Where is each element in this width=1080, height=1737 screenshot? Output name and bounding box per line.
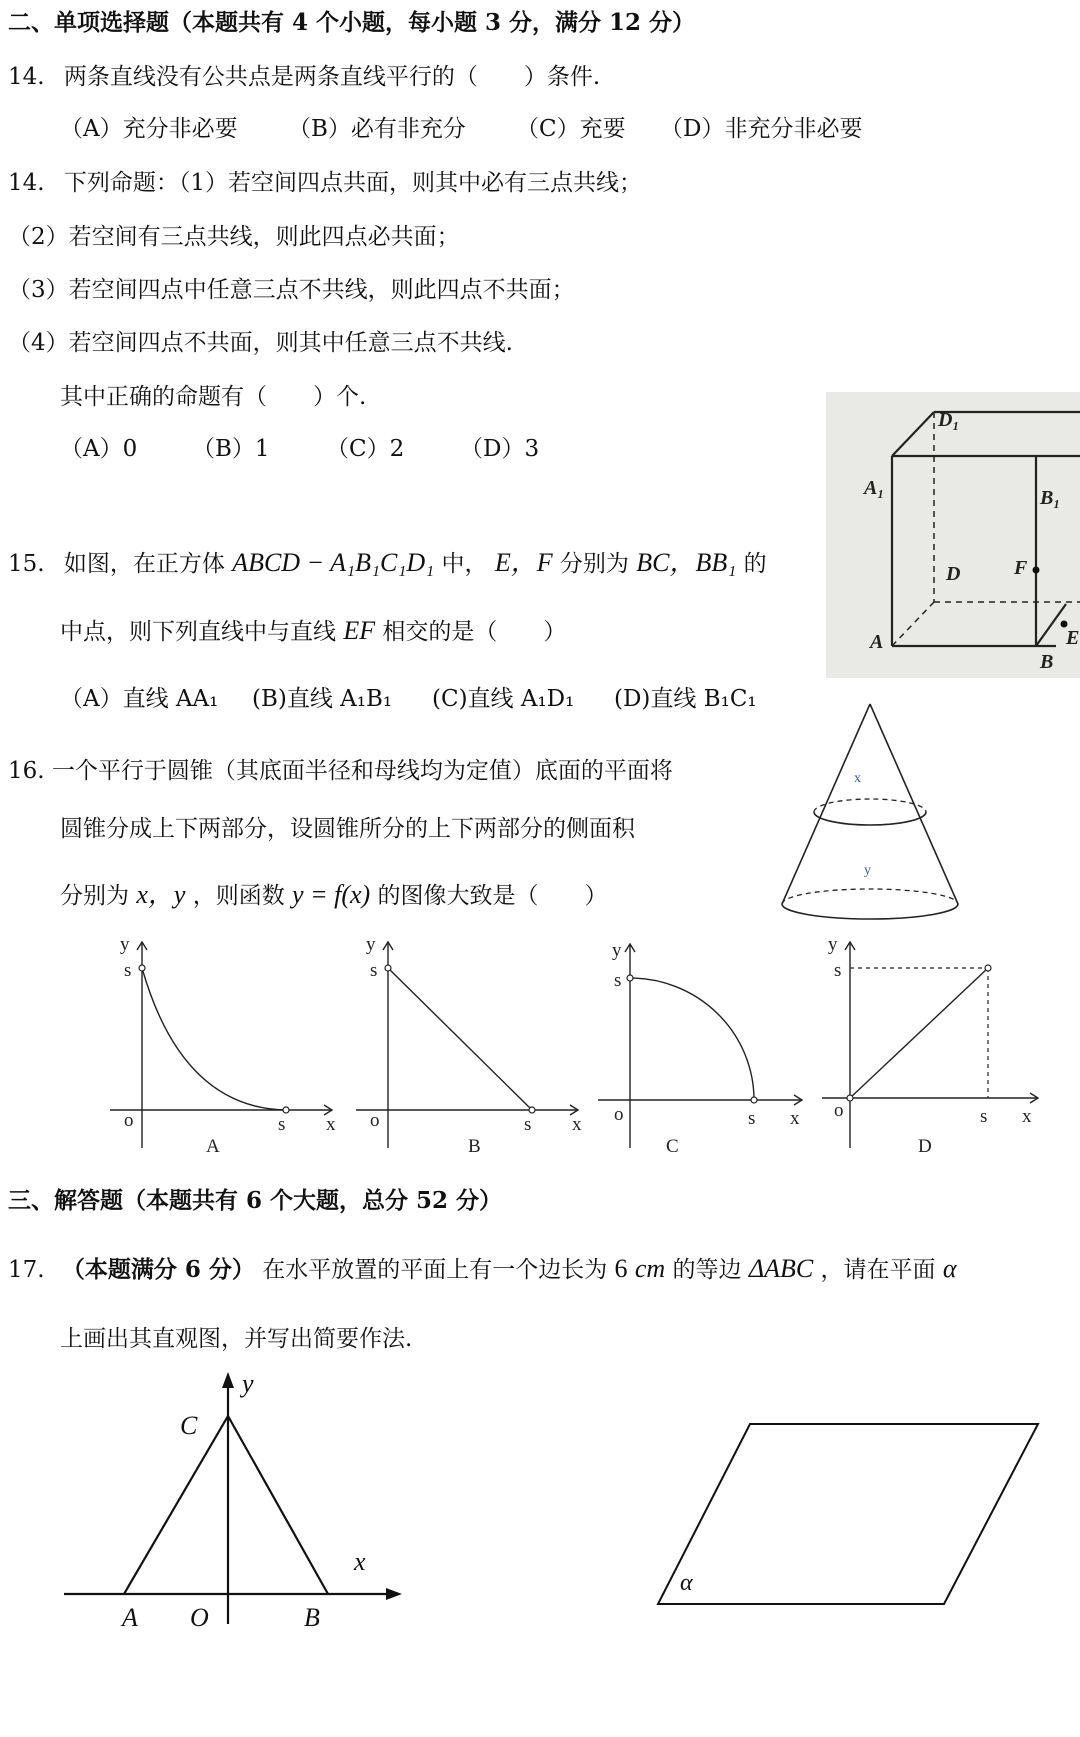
axis-label: s: [980, 1106, 988, 1127]
cube-figure: [826, 392, 1080, 678]
triangle-figure: [64, 1370, 414, 1640]
axis-label: s: [614, 970, 622, 991]
figure-label: C: [180, 1411, 198, 1440]
question-text: 下列命题：（1）若空间四点共面，则其中必有三点共线；: [63, 170, 643, 196]
math-expression: ABCD − A₁B₁C₁D₁: [232, 548, 435, 577]
axis-label: s: [124, 960, 132, 981]
figure-label: x: [354, 1547, 366, 1576]
option-d: (D)直线 B₁C₁: [614, 686, 757, 712]
question-17: [8, 1254, 956, 1285]
question-text: 相交的是（ ）: [382, 619, 567, 645]
graph-caption: C: [666, 1136, 679, 1157]
cone-figure: [770, 700, 970, 930]
axis-label: y: [366, 934, 376, 955]
option-b: （B）1: [192, 436, 270, 462]
math-expression: ΔABC: [748, 1254, 814, 1283]
plane-alpha-figure: [650, 1416, 1050, 1616]
question-text: ，则函数: [192, 883, 285, 909]
math-expression: BC，BB₁: [636, 548, 737, 577]
question-number: 15.: [8, 551, 45, 577]
cube-label: B: [1040, 651, 1054, 673]
math-expression: 6: [614, 1254, 628, 1283]
question-number: 14.: [8, 64, 45, 90]
cube-label: D: [946, 563, 961, 585]
axis-label: o: [834, 1100, 844, 1121]
cube-label: D₁: [938, 409, 960, 431]
option-a: （A）0: [60, 436, 138, 462]
axis-label: o: [370, 1110, 380, 1131]
question-16: [8, 756, 673, 786]
figure-label: O: [190, 1603, 209, 1632]
axis-label: s: [278, 1114, 286, 1135]
cube-label: E: [1066, 627, 1080, 649]
math-expression: EF: [343, 616, 376, 645]
question-text: 分别为: [559, 551, 629, 577]
axis-label: s: [524, 1114, 532, 1135]
axis-label: x: [1022, 1106, 1032, 1127]
question-text: 如图，在正方体: [63, 551, 225, 577]
cube-label: F: [1014, 557, 1028, 579]
figure-label: B: [304, 1603, 320, 1632]
math-expression: y = f(x): [292, 880, 371, 909]
question-16-line3: [60, 880, 608, 911]
figure-label: y: [242, 1369, 254, 1398]
figure-label: A: [122, 1603, 138, 1632]
axis-label: x: [326, 1114, 336, 1135]
question-text: 分别为: [60, 883, 129, 909]
section-title: 三、解答题（本题共有 6 个大题，总分 52 分）: [8, 1187, 503, 1214]
question-text: 的等边: [672, 1257, 742, 1283]
question-text: 的: [743, 551, 767, 577]
question-ask: 其中正确的命题有（ ）个.: [60, 384, 367, 410]
proposition-2: （2）若空间有三点共线，则此四点必共面；: [8, 224, 460, 250]
option-c: (C)直线 A₁D₁: [432, 686, 575, 712]
math-expression: α: [942, 1254, 957, 1283]
option-d: （D）3: [460, 436, 540, 462]
question-15: [8, 548, 767, 579]
question-text: 两条直线没有公共点是两条直线平行的（ ）条件.: [63, 64, 601, 90]
proposition-3: （3）若空间四点中任意三点不共线，则此四点不共面；: [8, 277, 575, 303]
proposition-4: （4）若空间四点不共面，则其中任意三点不共线.: [8, 330, 513, 356]
question-number: 17.: [8, 1257, 45, 1283]
question-text: 在水平放置的平面上有一个边长为: [262, 1257, 608, 1283]
graph-b: [346, 934, 586, 1156]
plane-label: α: [680, 1570, 693, 1596]
graph-a: [100, 934, 340, 1156]
question-text: 中，: [441, 551, 488, 577]
option-a: （A）直线 AA₁: [60, 686, 219, 712]
question-14b: [8, 168, 642, 198]
math-expression: x，y: [136, 880, 186, 909]
math-expression: E，F: [494, 548, 553, 577]
axis-label: y: [828, 934, 838, 955]
axis-label: y: [612, 940, 622, 961]
question-14a: [8, 62, 600, 92]
option-c: （C）充要: [516, 116, 626, 142]
axis-label: x: [572, 1114, 582, 1135]
axis-label: s: [748, 1108, 756, 1129]
axis-label: s: [370, 960, 378, 981]
cone-label-x: x: [854, 771, 861, 786]
question-15-line2: [60, 616, 566, 647]
cone-label-y: y: [864, 863, 871, 878]
question-number: 14.: [8, 170, 45, 196]
cube-label: A₁: [864, 477, 885, 499]
option-c: （C）2: [326, 436, 405, 462]
question-text: 中点，则下列直线中与直线: [60, 619, 336, 645]
question-16-line2: 圆锥分成上下两部分，设圆锥所分的上下两部分的侧面积: [60, 816, 635, 842]
option-b: （B）必有非充分: [288, 116, 466, 142]
option-d: （D）非充分非必要: [660, 116, 863, 142]
graph-c: [590, 934, 810, 1156]
cube-label: B₁: [1040, 487, 1061, 509]
graph-d: [816, 934, 1052, 1156]
graph-caption: B: [468, 1136, 481, 1157]
question-text: ，请在平面: [820, 1257, 936, 1283]
question-text: 的图像大致是（ ）: [377, 883, 608, 909]
graph-caption: A: [206, 1136, 220, 1157]
question-text: 一个平行于圆锥（其底面半径和母线均为定值）底面的平面将: [51, 758, 673, 784]
axis-label: y: [120, 934, 130, 955]
cube-label: A: [870, 631, 884, 653]
question-number: 16.: [8, 758, 45, 784]
score-note: （本题满分 6 分）: [61, 1256, 255, 1283]
section-title: 二、单项选择题（本题共有 4 个小题，每小题 3 分，满分 12 分）: [8, 9, 696, 36]
option-b: (B)直线 A₁B₁: [252, 686, 393, 712]
graph-caption: D: [918, 1136, 932, 1157]
axis-label: o: [124, 1110, 134, 1131]
math-expression: cm: [634, 1254, 666, 1283]
axis-label: s: [834, 960, 842, 981]
axis-label: x: [790, 1108, 800, 1129]
option-a: （A）充分非必要: [60, 116, 238, 142]
question-17-line2: 上画出其直观图，并写出简要作法.: [60, 1326, 413, 1352]
axis-label: o: [614, 1104, 624, 1125]
